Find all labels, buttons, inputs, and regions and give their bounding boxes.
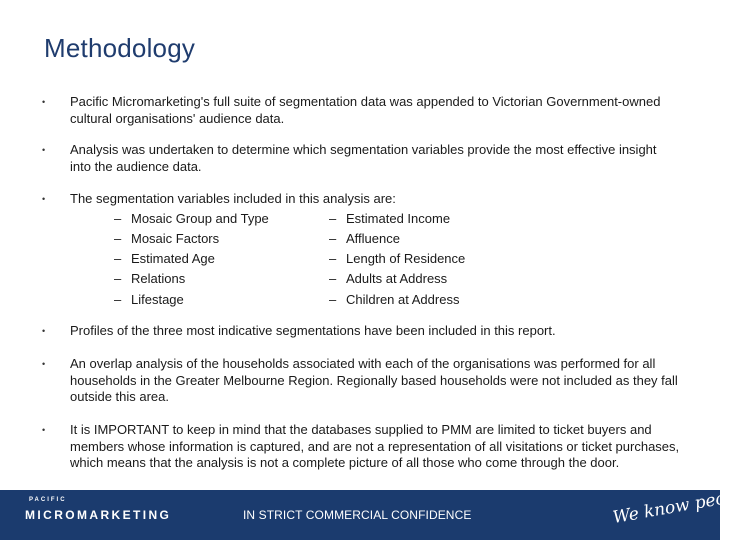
variable-item: – Estimated Age	[114, 251, 215, 266]
variable-item: – Mosaic Factors	[114, 231, 220, 246]
variable-item: – Adults at Address	[329, 271, 448, 286]
bullet-text: Analysis was undertaken to determine which segmentation variables provide the most effective insight into the audience data.	[70, 142, 657, 174]
bullet-text: The segmentation variables included in this analysis are:	[70, 191, 396, 206]
page-title: Methodology	[44, 33, 196, 63]
variable-item: – Length of Residence	[329, 251, 466, 266]
variable-item: – Affluence	[329, 231, 400, 246]
variable-item: – Lifestage	[114, 292, 184, 307]
variable-item: – Relations	[114, 271, 186, 286]
variable-item: – Mosaic Group and Type	[114, 211, 269, 226]
bullet-icon: •	[42, 425, 46, 435]
confidentiality-notice: IN STRICT COMMERCIAL CONFIDENCE	[243, 508, 472, 522]
variable-item: – Children at Address	[329, 292, 460, 307]
logo-text-top: PACIFIC	[29, 497, 67, 503]
bullet-text: An overlap analysis of the households associated with each of the organisations was performed for all households in the Greater Melbourne Region. Regionally based households were not included as they fall outside this area.	[70, 356, 678, 404]
variable-item: – Estimated Income	[329, 211, 451, 226]
pacific-micromarketing-logo	[25, 497, 172, 527]
bullet-text: It is IMPORTANT to keep in mind that the databases supplied to PMM are limited to ticket buyers and members whose information is captured, and are not a representation of all visitations or ticket purchases, which means that the analysis is not a complete picture of all those who come through the door.	[70, 422, 680, 470]
logo-text-main: MICROMARKETING	[25, 508, 172, 522]
bullet-text: Profiles of the three most indicative segmentations have been included in this report.	[70, 323, 556, 338]
bullet-icon: •	[42, 326, 46, 336]
bullet-icon: •	[42, 145, 46, 155]
tagline-logo: We know people	[611, 483, 753, 529]
bullet-icon: •	[42, 194, 46, 204]
bullet-icon: •	[42, 359, 46, 369]
bullet-text: Pacific Micromarketing's full suite of segmentation data was appended to Victorian Government-owned cultural organisations' audience data.	[70, 94, 661, 126]
bullet-icon: •	[42, 97, 46, 107]
